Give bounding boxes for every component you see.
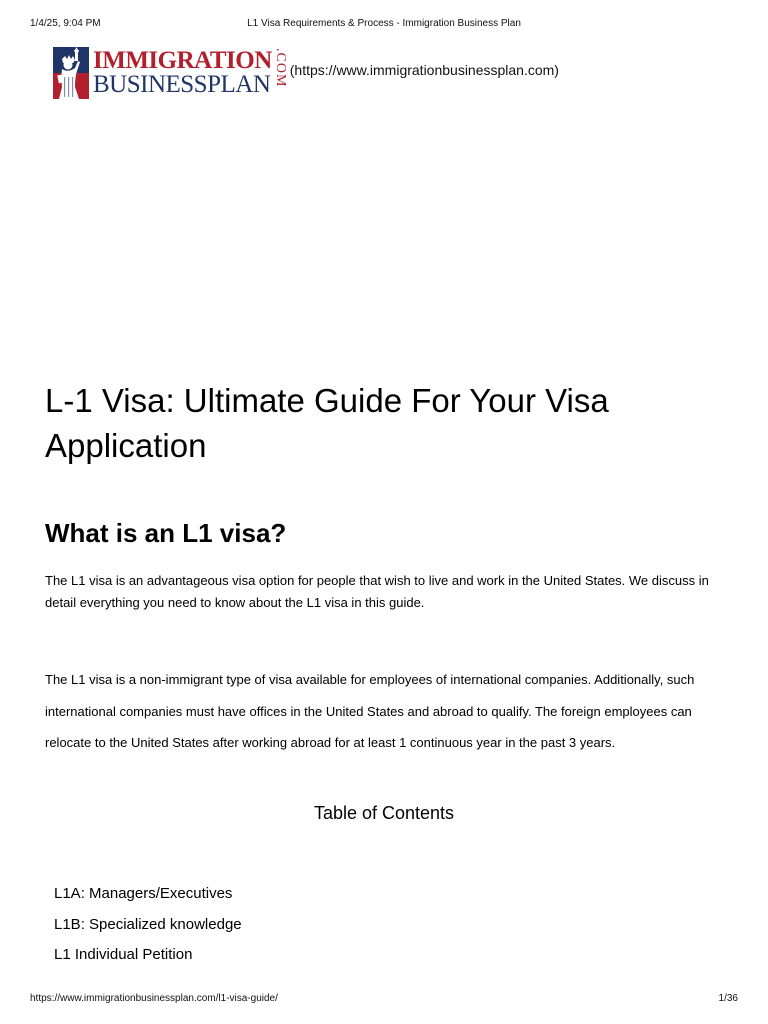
toc-heading: Table of Contents: [313, 803, 455, 823]
site-logo[interactable]: [53, 47, 287, 99]
print-footer-url: https://www.immigrationbusinessplan.com/l1-visa-guide/: [30, 993, 278, 1004]
toc-list: [54, 879, 242, 971]
logo-wordmark-line1: IMMIGRATION: [93, 47, 272, 74]
section-heading: What is an L1 visa?: [45, 518, 287, 548]
statue-of-liberty-icon: [53, 47, 89, 99]
print-page-number: 1/36: [718, 993, 738, 1004]
logo-wordmark: [93, 47, 272, 99]
site-url-link[interactable]: (https://www.immigrationbusinessplan.com): [289, 62, 559, 78]
body-paragraph: The L1 visa is a non-immigrant type of visa available for employees of international companies. Additionally, such international companies must have offices in the United States and abroad to qualify. The foreign employees can relocate to the United States after working abroad for at least 1 continuous year in the past 3 years.: [45, 672, 695, 750]
toc-item-l1b[interactable]: L1B: Specialized knowledge: [54, 915, 242, 933]
print-footer: [0, 993, 768, 1007]
page-title: L-1 Visa: Ultimate Guide For Your Visa Application: [45, 382, 609, 464]
site-header: [53, 47, 559, 101]
print-document-title: L1 Visa Requirements & Process - Immigration Business Plan: [247, 18, 521, 29]
print-header: [0, 18, 768, 32]
toc-item-individual-petition[interactable]: L1 Individual Petition: [54, 946, 193, 963]
print-datetime: 1/4/25, 9:04 PM: [30, 18, 101, 29]
toc-item-l1a[interactable]: L1A: Managers/Executives: [54, 885, 233, 902]
logo-wordmark-line2: BUSINESSPLAN: [93, 71, 271, 98]
intro-paragraph: The L1 visa is an advantageous visa option for people that wish to live and work in the United States. We discuss in detail everything you need to know about the L1 visa in this guide.: [45, 573, 709, 610]
logo-wordmark-suffix: .COM: [272, 48, 288, 88]
